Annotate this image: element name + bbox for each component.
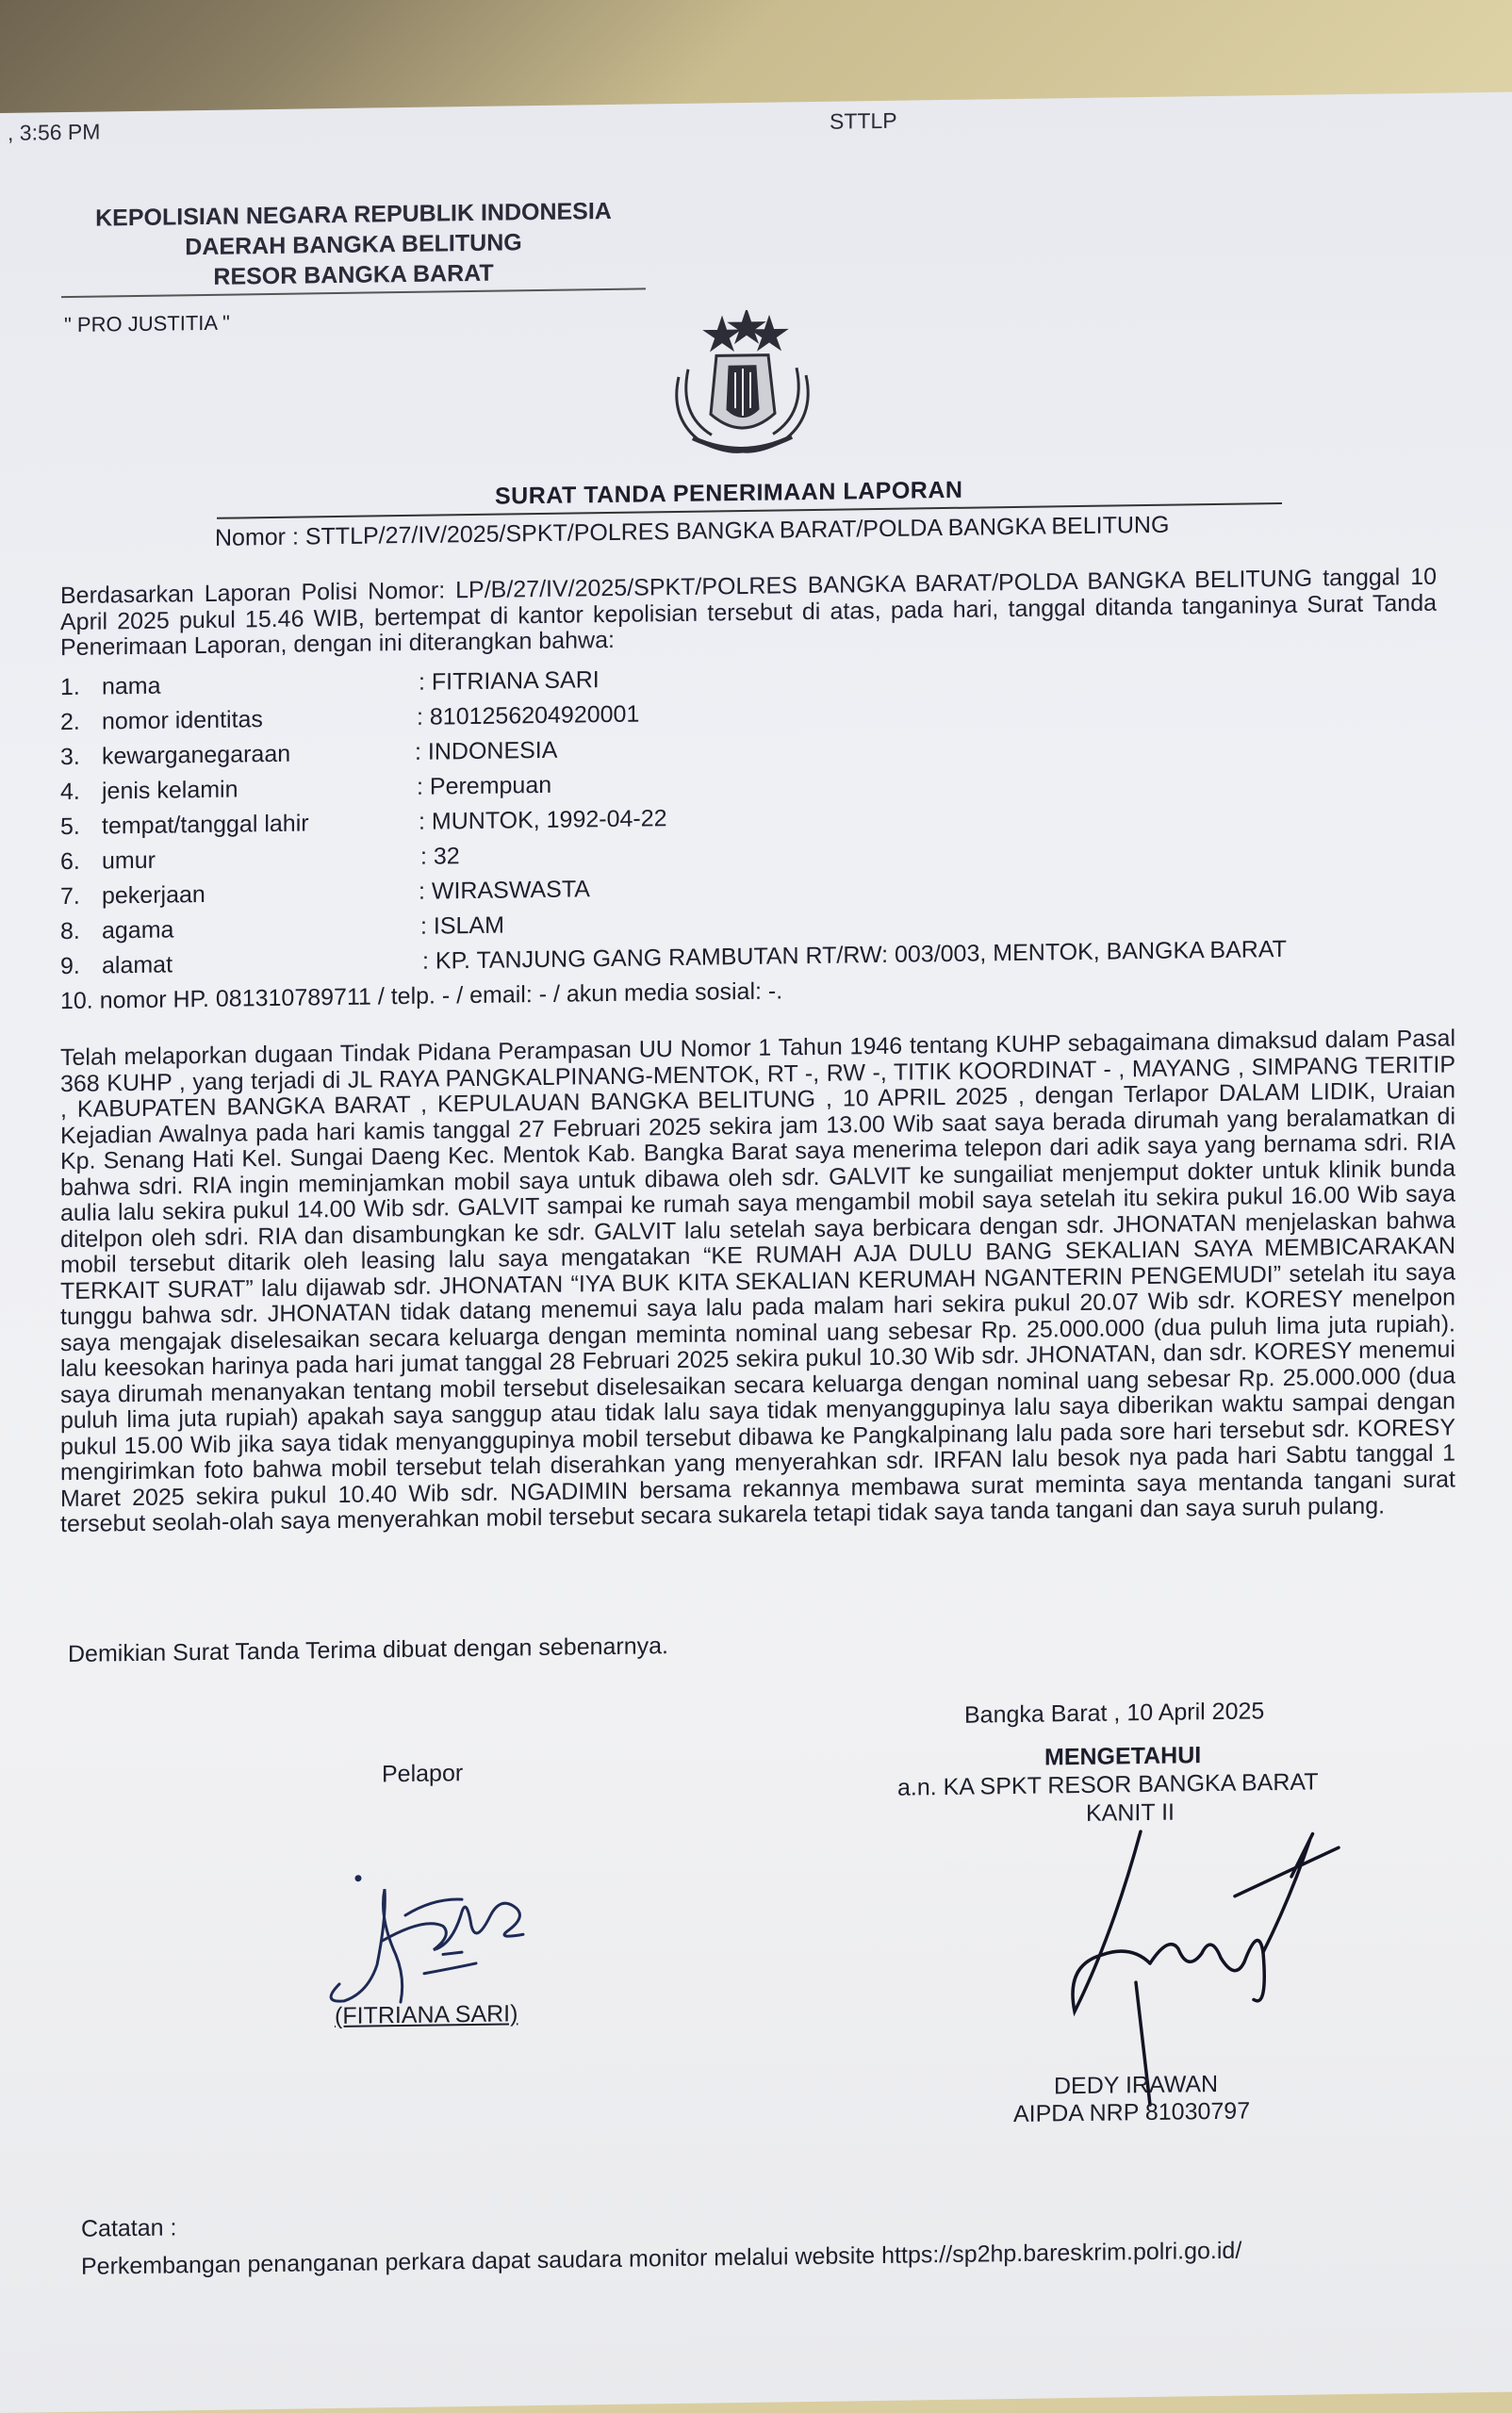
pro-justitia: " PRO JUSTITIA " [64,310,230,337]
on-behalf-label: a.n. KA SPKT RESOR BANGKA BARAT [897,1768,1319,1801]
identity-row: 8. agama : ISLAM [60,911,504,945]
place-date: Bangka Barat , 10 April 2025 [964,1698,1265,1729]
identity-row: 7. pekerjaan : WIRASWASTA [60,876,590,911]
print-time: , 3:56 PM [8,119,101,145]
identity-row: 5. tempat/tanggal lahir : MUNTOK, 1992-04-22 [60,805,667,841]
document-title: SURAT TANDA PENERIMAAN LAPORAN [495,476,963,510]
institution-line-2: DAERAH BANGKA BELITUNG [185,229,522,261]
note-label: Catatan : [81,2214,177,2242]
police-crest-icon [660,309,825,462]
closing-statement: Demikian Surat Tanda Terima dibuat dengan sebenarnya. [68,1633,668,1667]
officer-rank: AIPDA NRP 81030797 [1013,2097,1251,2127]
institution-line-1: KEPOLISIAN NEGARA REPUBLIK INDONESIA [95,197,612,232]
reporter-label: Pelapor [382,1760,464,1788]
mengetahui-label: MENGETAHUI [1044,1742,1202,1771]
identity-row: 6. umur : 32 [60,843,460,876]
identity-row: 1. nama : FITRIANA SARI [60,666,600,701]
reporter-signature-icon [311,1859,556,2023]
header-code: STTLP [830,107,897,134]
note-text: Perkembangan penanganan perkara dapat saudara monitor melalui website https://sp2hp.bareskrim.polri.go.id/ [81,2237,1242,2280]
institution-line-3: RESOR BANGKA BARAT [213,259,494,290]
intro-paragraph: Berdasarkan Laporan Polisi Nomor: LP/B/27/IV/2025/SPKT/POLRES BANGKA BARAT/POLDA BANGKA BELITUNG tanggal 10 April 2025 pukul 15.46 WIB, bertempat di kantor kepolisian tersebut di atas, pada hari, tanggal ditanda tanganinya Surat Tanda Penerimaan Laporan, dengan ini diterangkan bahwa: [60,563,1437,662]
position-label: KANIT II [1086,1798,1175,1827]
officer-name: DEDY IRAWAN [1054,2070,1219,2100]
document-page [0,92,1512,2413]
report-paragraph: Telah melaporkan dugaan Tindak Pidana Perampasan UU Nomor 1 Tahun 1946 tentang KUHP sebagaimana dimaksud dalam Pasal 368 KUHP , yang terjadi di JL RAYA PANGKALPINANG-MENTOK, RT -, RW -, TITIK KOORDINAT - , MAYANG , SIMPANG TERITIP , KABUPATEN BANGKA BARAT , KEPULAUAN BANGKA BELITUNG , 10 APRIL 2025 , dengan Terlapor DALAM LIDIK, Uraian Kejadian Awalnya pada hari kamis tanggal 27 Februari 2025 sekira jam 13.00 Wib saat saya berada dirumah yang beralamatkan di Kp. Senang Hati Kel. Sungai Daeng Kec. Mentok Kab. Bangka Barat saya menerima telepon dari adik saya yang bernama sdri. RIA bahwa sdri. RIA ingin meminjamkan mobil saya untuk dibawa oleh sdr. GALVIT ke sungailiat menjemput dokter untuk klinik bunda aulia lalu sekira pukul 14.00 Wib sdr. GALVIT sampai ke rumah saya mengambil mobil saya setelah itu sekira pukul 16.00 Wib saya ditelpon oleh sdri. RIA dan disambungkan ke sdr. GALVIT lalu setelah saya berbicara dengan sdr. JHONATAN menjelaskan bahwa mobil tersebut ditarik oleh leasing lalu saya mengatakan “KE RUMAH AJA DULU BANG SEKALIAN SAYA MEMBICARAKAN TERKAIT SURAT” lalu dijawab sdr. JHONATAN “IYA BUK KITA SEKALIAN KERUMAH NGANTERIN PENGEMUDI” setelah itu saya tunggu bahwa sdr. JHONATAN tidak datang menemui saya lalu pada malam hari sekira pukul 20.07 Wib sdr. KORESY menelpon saya mengajak diselesaikan secara keluarga dengan meminta nominal uang sebesar Rp. 25.000.000 (dua puluh lima juta rupiah). lalu keesokan harinya pada hari jumat tanggal 28 Februari 2025 sekira pukul 10.30 Wib sdr. JHONATAN, dan sdr. KORESY menemui saya dirumah menanyakan tentang mobil tersebut diselesaikan secara keluarga dengan nominal uang sebesar Rp. 25.000.000 (dua puluh lima juta rupiah) apakah saya sanggup atau tidak lalu saya tidak menyanggupinya lalu saya diberikan waktu sampai dengan pukul 15.00 Wib jika saya tidak menyanggupinya mobil tersebut dibawa ke Pangkalpinang lalu pada sore hari tersebut sdr. KORESY mengirimkan foto bahwa mobil tersebut telah diserahkan yang menyerahkan sdr. IRFAN lalu besok nya pada hari Sabtu tanggal 1 Maret 2025 sekira pukul 10.40 Wib sdr. NGADIMIN bersama rekannya membawa surat meminta saya mentanda tangani surat tersebut seolah-olah saya menyerahkan mobil tersebut secara sukarela tetapi tidak saya tanda tangani dan saya suruh pulang. [60,1025,1455,1538]
document-number: Nomor : STTLP/27/IV/2025/SPKT/POLRES BANGKA BARAT/POLDA BANGKA BELITUNG [215,511,1170,551]
contact-line: 10. nomor HP. 081310789711 / telp. - / email: - / akun media sosial: -. [60,977,783,1015]
identity-row: 4. jenis kelamin : Perempuan [60,771,552,806]
identity-row: 9. alamat : KP. TANJUNG GANG RAMBUTAN RT/RW: 003/003, MENTOK, BANGKA BARAT [60,935,1287,980]
institution-block [57,195,650,294]
identity-row: 3. kewarganegaraan : INDONESIA [60,736,558,771]
identity-row: 2. nomor identitas : 8101256204920001 [60,700,640,736]
reporter-name: (FITRIANA SARI) [335,2000,518,2030]
